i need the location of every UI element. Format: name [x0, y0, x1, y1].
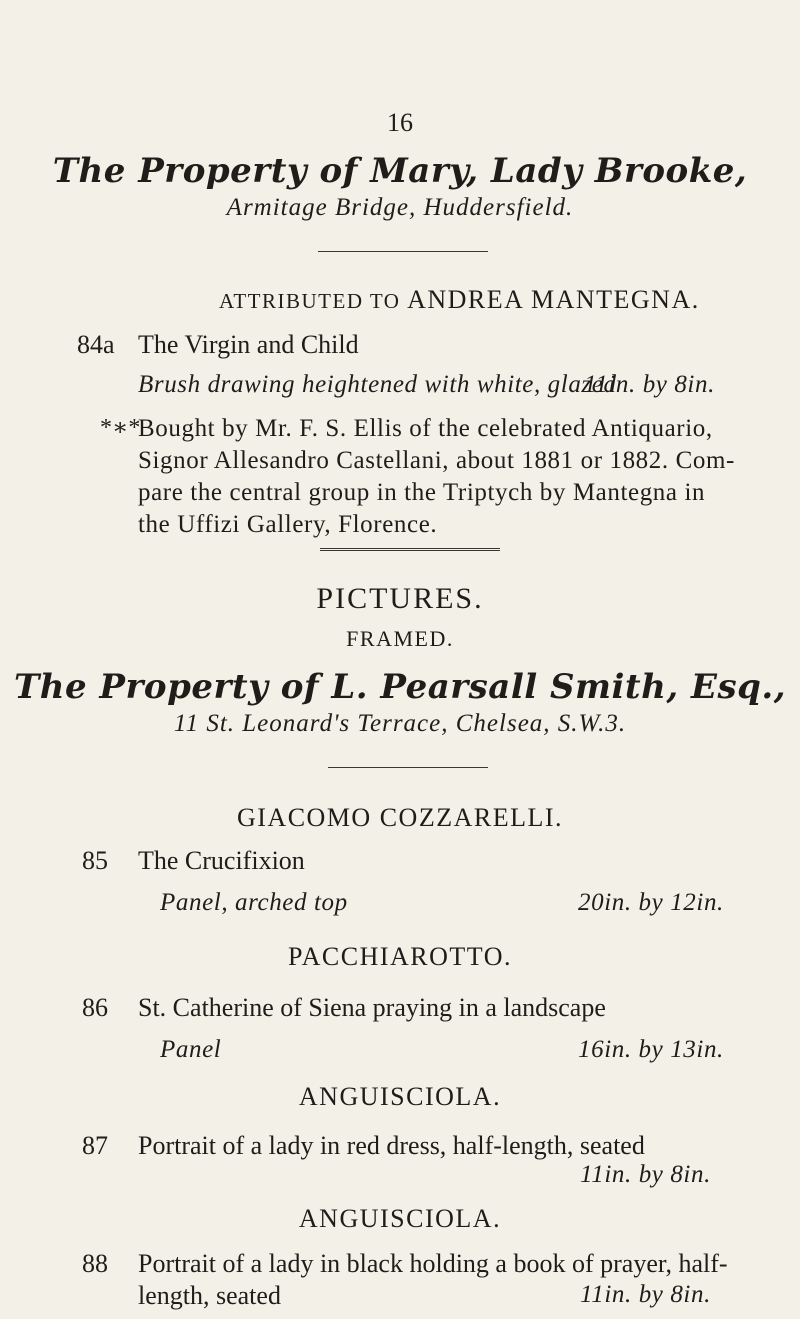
lot-number: 85: [82, 846, 108, 875]
lot-size: 16in. by 13in.: [578, 1036, 724, 1063]
lot-number: 86: [82, 993, 108, 1022]
section-subheading-framed: FRAMED.: [346, 626, 454, 651]
lot-title: St. Catherine of Siena praying in a landscape: [138, 993, 606, 1022]
artist-heading: GIACOMO COZZARELLI.: [236, 803, 564, 832]
artist-prefix: ATTRIBUTED TO: [219, 289, 401, 313]
artist-heading: PACCHIAROTTO.: [288, 942, 512, 971]
artist-name: ANDREA MANTEGNA.: [407, 285, 700, 314]
lot-note: [138, 413, 778, 541]
lot-size: 11in. by 8in.: [580, 1161, 711, 1188]
divider-rule: [318, 251, 488, 252]
owner-address-brooke: Armitage Bridge, Huddersfield.: [226, 194, 574, 221]
lot-medium: Panel, arched top: [160, 889, 348, 916]
lot-number: 88: [82, 1249, 108, 1278]
double-rule: [320, 548, 500, 551]
lot-medium: Brush drawing heightened with white, glazed: [138, 371, 617, 398]
page-number: 16: [387, 108, 413, 137]
lot-title: The Virgin and Child: [138, 330, 359, 359]
lot-medium: Panel: [160, 1036, 222, 1063]
lot-number: 84a: [77, 330, 115, 359]
note-marker: *∗*: [100, 415, 141, 441]
note-line: Bought by Mr. F. S. Ellis of the celebrated Antiquario,: [138, 415, 713, 442]
lot-size: 11in. by 8in.: [580, 1281, 711, 1308]
lot-size: 11in. by 8in.: [584, 371, 715, 398]
note-line: Signor Allesandro Castellani, about 1881 or 1882. Com-: [138, 447, 735, 474]
lot-title-continued: length, seated: [138, 1281, 281, 1310]
lot-number: 87: [82, 1131, 108, 1160]
lot-title: Portrait of a lady in red dress, half-length, seated: [138, 1131, 645, 1160]
lot-title: Portrait of a lady in black holding a book of prayer, half-: [138, 1249, 728, 1278]
artist-heading: ANGUISCIOLA.: [298, 1082, 502, 1111]
lot-title: The Crucifixion: [138, 846, 305, 875]
note-line: pare the central group in the Triptych by Mantegna in: [138, 479, 706, 506]
lot-size: 20in. by 12in.: [578, 889, 724, 916]
artist-heading: ANGUISCIOLA.: [298, 1204, 502, 1233]
artist-heading-mantegna: [219, 285, 700, 315]
owner-heading-brooke: The Property of Mary, Lady Brooke,: [52, 151, 748, 191]
owner-heading-smith: The Property of L. Pearsall Smith, Esq.,: [13, 667, 787, 707]
divider-rule: [328, 767, 488, 768]
owner-address-smith: 11 St. Leonard's Terrace, Chelsea, S.W.3.: [173, 710, 627, 737]
section-heading-pictures: PICTURES.: [316, 582, 484, 615]
note-line: the Uffizi Gallery, Florence.: [138, 511, 438, 538]
